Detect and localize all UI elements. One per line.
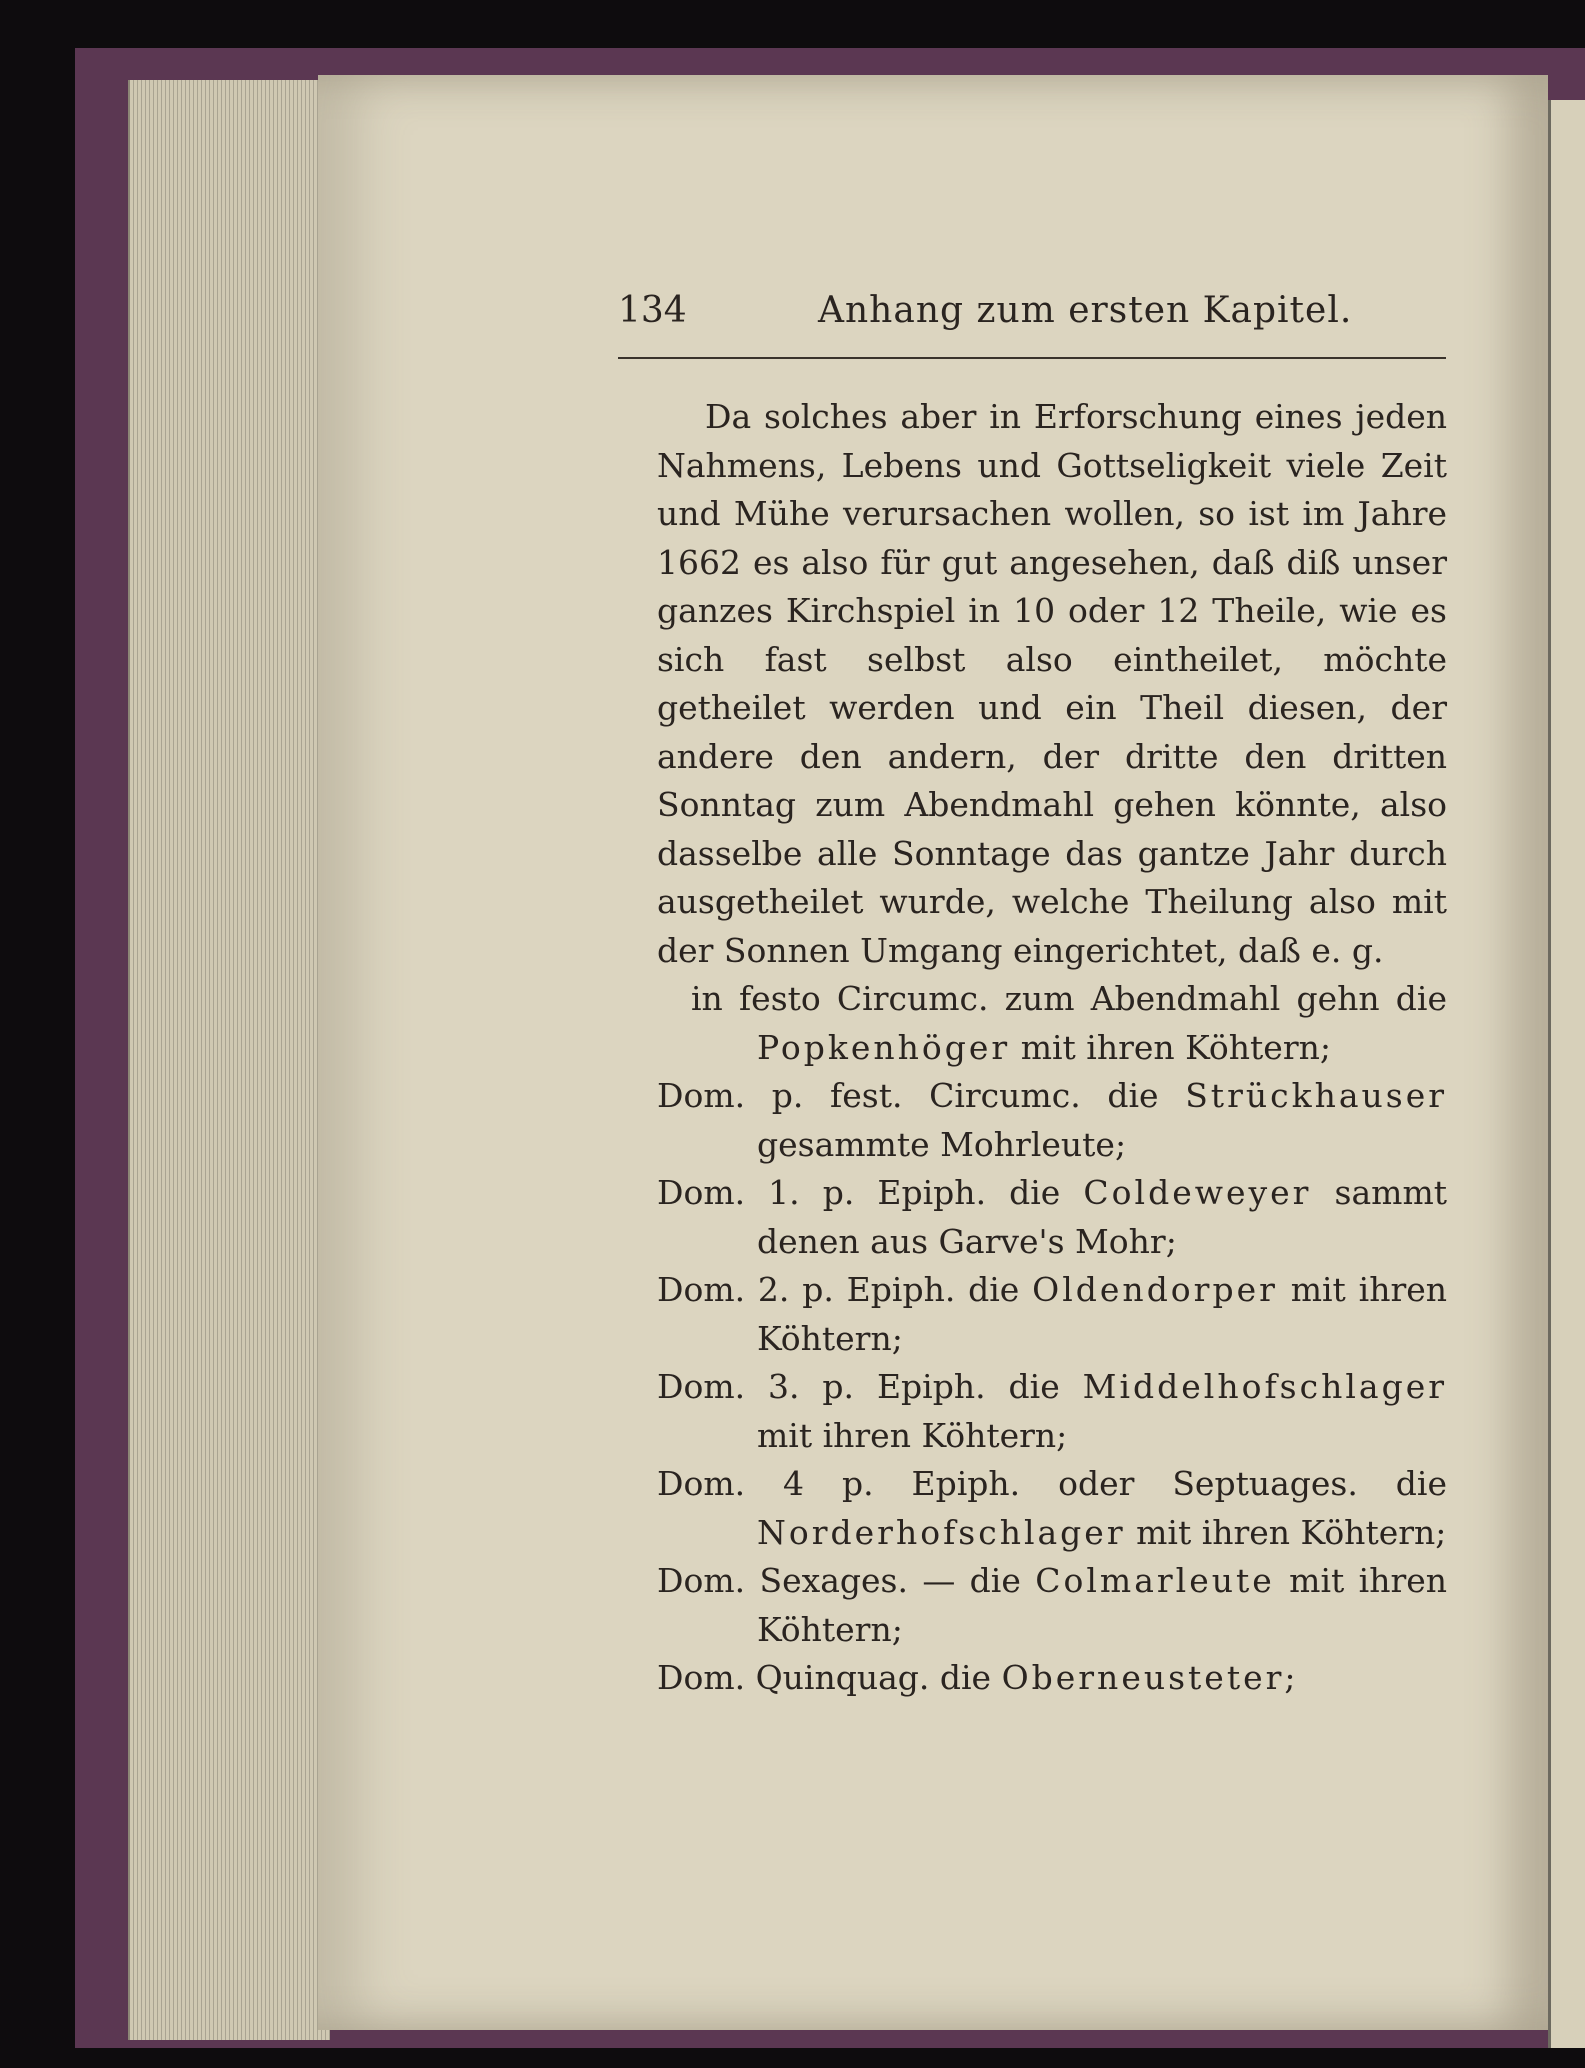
entry-rest: mit ihren Köhtern; [757,1415,1068,1455]
header-rule [618,357,1446,359]
entry-village: Colmarleute [1035,1561,1275,1600]
page-text [657,393,1447,1703]
page-number: 134 [618,290,687,331]
entry-date: in festo Circumc. zum Abendmahl gehn die [691,979,1447,1018]
list-item [657,1266,1447,1363]
entry-village: Coldeweyer [1083,1173,1312,1212]
entry-rest: ; [1284,1658,1296,1697]
entry-rest: mit ihren Köhtern; [1010,1027,1331,1067]
list-item [657,1654,1447,1703]
entry-village: Norderhofschlager [757,1512,1126,1552]
entry-rest: mit ihren Köhtern; [757,1270,1448,1358]
page-edges [128,80,330,2040]
entry-village: Oberneusteter [1001,1658,1285,1697]
entry-date: Dom. 3. p. Epiph. die [657,1367,1083,1406]
list-item [657,1072,1447,1169]
entry-rest: mit ihren Köhtern; [1125,1512,1447,1552]
list-item [657,1460,1447,1557]
list-item [657,1169,1447,1266]
entry-village: Middelhofschlager [1082,1367,1447,1406]
body-paragraph: Da solches aber in Erforschung eines jeden Nahmens, Lebens und Gottseligkeit viele Zeit und Mühe verursachen wollen, so ist im Jahre 1662 es also für gut angesehen, daß diß unser ganzes Kirchspiel in 10 oder 12 Theile, wie es sich fast selbst also eintheilet, möchte getheilet werden und ein Theil diesen, der andere den andern, der dritte den dritten Sonntag zum Abendmahl gehen könnte, also dasselbe alle Sonntage das gantze Jahr durch ausgetheilet wurde, welche Theilung also mit der Sonnen Umgang eingerichtet, daß e. g. [657,397,1447,970]
entry-date: Dom. Quinquag. die [657,1658,1002,1697]
page-header [618,290,1448,350]
entry-village: Strückhauser [1185,1076,1447,1115]
entry-date: Dom. p. fest. Circumc. die [657,1076,1186,1115]
entry-date: Dom. 4 p. Epiph. oder Septuages. die [657,1464,1447,1503]
list-item [657,975,1447,1072]
entry-rest: mit ihren Köhtern; [757,1561,1448,1649]
list-item [657,1363,1447,1460]
entry-date: Dom. 2. p. Epiph. die [657,1270,1033,1309]
entry-date: Dom. 1. p. Epiph. die [657,1173,1084,1212]
entry-rest: gesammte Mohrleute; [757,1124,1127,1164]
sunday-list [657,975,1447,1703]
running-head: Anhang zum ersten Kapitel. [818,290,1353,331]
entry-village: Popkenhöger [757,1027,1011,1067]
next-page-edge [1548,100,1585,2048]
list-item [657,1557,1447,1654]
entry-rest: sammt denen aus Garve's Mohr; [757,1173,1447,1261]
entry-village: Oldendorper [1032,1270,1278,1309]
entry-date: Dom. Sexages. — die [657,1561,1036,1600]
